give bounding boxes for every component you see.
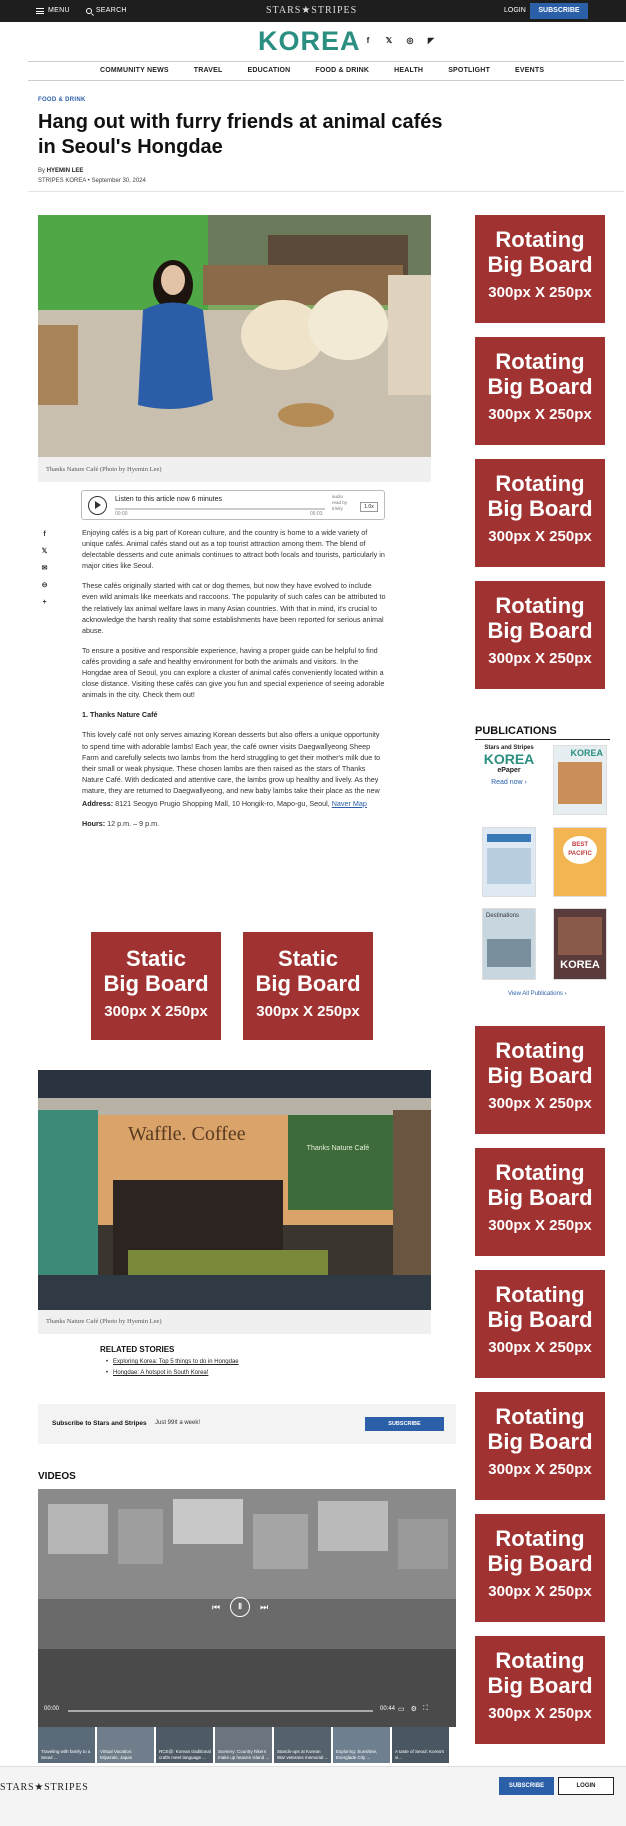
related-title: RELATED STORIES: [100, 1345, 175, 1354]
ad-line: Rotating: [495, 1526, 585, 1551]
ad-size: 300px X 250px: [488, 1095, 592, 1112]
subscribe-label: Subscribe to Stars and Stripes: [52, 1420, 147, 1427]
ad-size: 300px X 250px: [488, 1705, 592, 1722]
ad-line: Rotating: [495, 1038, 585, 1063]
epaper-card[interactable]: [475, 745, 543, 815]
next-icon[interactable]: ⏭: [260, 1601, 269, 1612]
section-heading: 1. Thanks Nature Café: [82, 710, 158, 720]
thumb-title: Stands-ups at Korean War veterans memorial ...: [277, 1749, 329, 1760]
author-name[interactable]: HYEMIN LEE: [46, 168, 84, 174]
ad-line: Big Board: [487, 496, 593, 521]
facebook-icon[interactable]: f: [366, 36, 370, 45]
share-link-icon[interactable]: ⊖: [41, 582, 48, 589]
ad-line: Rotating: [495, 1404, 585, 1429]
nav-education[interactable]: EDUCATION: [247, 67, 291, 74]
epaper-title: KOREA: [483, 751, 535, 767]
related-link[interactable]: • Hongdae: A hotspot in South Korea!: [106, 1370, 239, 1376]
rotating-ad[interactable]: [475, 1514, 605, 1622]
ad-line: Big Board: [487, 1063, 593, 1088]
paragraph: Enjoying cafés is a big part of Korean culture, and the country is home to a wide variety of unique cafés. Animal cafés stand out as a top tourist attraction among them. The blend of delectable desserts and cute animals continues to attract both locals and tourists, particularly in major cities like Seoul.: [82, 528, 385, 571]
ad-size: 300px X 250px: [488, 284, 592, 301]
static-ad-2[interactable]: [243, 932, 373, 1040]
article-headline: Hang out with furry friends at animal cafés in Seoul's Hongdae: [38, 111, 443, 158]
hamburger-icon: [36, 8, 44, 14]
play-icon[interactable]: [88, 496, 107, 515]
cafe-lambs-image: [38, 215, 431, 457]
audio-title: Listen to this article now 6 minutes: [115, 496, 222, 503]
thumb-title: Traveling with family to a Seoul ...: [41, 1749, 91, 1760]
captions-icon[interactable]: ▭: [398, 1706, 405, 1713]
video-time-start: 00:00: [44, 1706, 60, 1712]
static-ad-1[interactable]: [91, 932, 221, 1040]
rotating-ad[interactable]: [475, 1636, 605, 1744]
ad-line: Rotating: [495, 349, 585, 374]
video-controls: [212, 1597, 268, 1617]
ad-size: 300px X 250px: [104, 1003, 208, 1020]
ad-line: Big Board: [487, 252, 593, 277]
hours-label: Hours:: [82, 819, 106, 829]
address-value: 8121 Seogyo Prugio Shopping Mall, 10 Hongik-ro, Mapo-gu, Seoul,: [115, 798, 330, 808]
login-link[interactable]: LOGIN: [504, 7, 526, 14]
share-facebook-icon[interactable]: f: [43, 531, 46, 538]
cover-image: [558, 762, 602, 804]
main-nav: [28, 61, 624, 81]
thumb-title: A taste of Seoul: Korea's vi...: [395, 1749, 445, 1760]
ad-line: Rotating: [495, 227, 585, 252]
footer-login-button[interactable]: LOGIN: [558, 1777, 614, 1795]
nav-events[interactable]: EVENTS: [515, 67, 545, 74]
subscribe-strip: [38, 1404, 456, 1444]
brand-logo[interactable]: STARS★STRIPES: [266, 5, 358, 16]
read-now-link[interactable]: Read now ›: [491, 779, 527, 786]
thumb-title: Scenery: Country hikers make up heaven island ...: [218, 1749, 270, 1760]
nav-community-news[interactable]: COMMUNITY NEWS: [100, 67, 169, 74]
ad-line: Rotating: [495, 1160, 585, 1185]
rotating-ad[interactable]: [475, 1026, 605, 1134]
ad-size: 300px X 250px: [488, 406, 592, 423]
share-x-icon[interactable]: 𝕏: [41, 548, 48, 555]
cafe-storefront-image: [38, 1070, 431, 1310]
ad-line: Big Board: [487, 1307, 593, 1332]
ad-line: Big Board: [487, 1429, 593, 1454]
search-button[interactable]: SEARCH: [86, 7, 127, 14]
publish-date: September 30, 2024: [91, 178, 146, 184]
video-thumb[interactable]: [38, 1727, 95, 1763]
video-thumb[interactable]: [333, 1727, 390, 1763]
audio-time-end: 06:03: [310, 511, 323, 517]
ad-line: Big Board: [487, 374, 593, 399]
publication-cover[interactable]: [553, 908, 607, 980]
previous-icon[interactable]: ⏮: [212, 1601, 221, 1612]
related-list: [106, 1359, 239, 1381]
video-playlist: [38, 1727, 456, 1763]
search-icon: [86, 8, 92, 14]
share-more-icon[interactable]: +: [42, 599, 47, 606]
cover-label: Destinations: [486, 913, 520, 919]
rotating-ad[interactable]: [475, 459, 605, 567]
nav-health[interactable]: HEALTH: [394, 67, 424, 74]
nav-travel[interactable]: TRAVEL: [193, 67, 223, 74]
cover-label: KOREA: [570, 748, 603, 758]
video-progress[interactable]: [68, 1710, 373, 1712]
photo-caption: Thanks Nature Café (Photo by Hyemin Lee): [46, 466, 162, 473]
video-thumb[interactable]: [274, 1727, 331, 1763]
subscribe-button[interactable]: SUBSCRIBE: [530, 3, 588, 19]
address-line: [82, 798, 386, 809]
ad-line: Static: [278, 946, 338, 971]
cover-image: [487, 939, 531, 967]
outlet-name: STRIPES KOREA: [38, 178, 87, 184]
share-email-icon[interactable]: ✉: [41, 565, 48, 572]
share-rail: [40, 530, 49, 607]
ad-size: 300px X 250px: [488, 1583, 592, 1600]
ad-line: Big Board: [103, 971, 209, 996]
epaper-label: Stars and Stripes: [484, 745, 534, 751]
instagram-icon[interactable]: ◎: [406, 36, 414, 45]
nav-spotlight[interactable]: SPOTLIGHT: [448, 67, 491, 74]
ad-size: 300px X 250px: [488, 1339, 592, 1356]
publication-cover[interactable]: [553, 827, 607, 897]
ad-line: Big Board: [487, 1551, 593, 1576]
paragraph: These cafés originally started with cat or dog themes, but now they have evolved to include even wild animals like meerkats and raccoons. The popularity of such cafes can be attributed to the relatively lax animal welfare laws in many Asian countries. With that in mind, it's crucial to acknowledge the harsh reality that some establishments have been reported for serious animal abuse.: [82, 581, 386, 635]
sign-text: Waffle. Coffee: [128, 1123, 246, 1145]
ad-line: Static: [126, 946, 186, 971]
publication-cover[interactable]: [482, 908, 536, 980]
ad-line: Rotating: [495, 471, 585, 496]
ad-line: Big Board: [255, 971, 361, 996]
speed-button[interactable]: 1.0x: [360, 502, 378, 512]
article-photo-cafe[interactable]: [38, 1070, 431, 1310]
x-icon[interactable]: 𝕏: [385, 36, 393, 45]
sign-text: Thanks Nature Café: [306, 1145, 370, 1152]
sticky-footer: [0, 1766, 626, 1826]
ad-size: 300px X 250px: [488, 528, 592, 545]
cover-label: BEST PACIFIC: [563, 836, 597, 864]
hours-value: 12 p.m. – 9 p.m.: [107, 819, 160, 829]
footer-subscribe-button[interactable]: SUBSCRIBE: [499, 1777, 554, 1795]
epaper-subtitle: ePaper: [497, 767, 521, 774]
audio-progress[interactable]: [115, 508, 325, 510]
ad-size: 300px X 250px: [488, 1217, 592, 1234]
photo-caption: Thanks Nature Café (Photo by Hyemin Lee): [46, 1318, 162, 1325]
ad-line: Rotating: [495, 1648, 585, 1673]
video-thumb[interactable]: [156, 1727, 213, 1763]
thumb-title: Virtual Vacation: Miyazaki, Japan: [100, 1749, 133, 1760]
ad-line: Big Board: [487, 1185, 593, 1210]
cover-label: KOREA: [560, 959, 600, 971]
subscribe-offer: Just 99¢ a week!: [155, 1420, 201, 1426]
article-body: [82, 527, 386, 838]
subscribe-strip-button[interactable]: SUBSCRIBE: [365, 1417, 444, 1431]
ad-line: Rotating: [495, 1282, 585, 1307]
naver-map-link[interactable]: Naver Map: [331, 798, 367, 808]
paragraph: This lovely café not only serves amazing Korean desserts but also offers a unique opportunity to spend time with adorable lambs! Each year, the café owner visits Daegwallyeong Sheep Farm and carefully selects two lambs from the herd struggling to get their mother's milk due to their small or weak physique. These chosen lambs are then raised as the stars of Thanks Nature Café. With dedicated and attentive care, the lambs grow up healthy and lively. As they mature, they are returned to Daegwallyeong, and new baby lambs take their place as the new: [82, 730, 381, 795]
video-thumb[interactable]: [215, 1727, 272, 1763]
thumb-title: RCE@: Korean traditional crafts meet language ...: [159, 1749, 211, 1760]
article-photo-lambs[interactable]: [38, 215, 431, 457]
rotating-ad[interactable]: [475, 1392, 605, 1500]
divider: [475, 739, 610, 740]
cover-image: [487, 834, 531, 842]
site-logo[interactable]: KOREA: [258, 26, 361, 56]
paragraph: To ensure a positive and responsible experience, having a proper guide can be helpful to find cafés providing a safe and healthy environment for both the animals and visitors. In the Hongdae area of Seoul, you can explore a cluster of animal cafés conveniently located within a close distance. Visiting these cafés can give you fun and special experience of seeing adorable animals in the city. Check them out!: [82, 645, 385, 700]
ad-line: Big Board: [487, 618, 593, 643]
video-tools: [398, 1705, 428, 1713]
thumb-title: Exploring: Sunshine, Everglade City ...: [336, 1749, 378, 1760]
video-time-end: 00:44: [380, 1706, 396, 1712]
ad-size: 300px X 250px: [488, 650, 592, 667]
ad-size: 300px X 250px: [256, 1003, 360, 1020]
rotating-ad[interactable]: [475, 337, 605, 445]
byline-prefix: By: [38, 168, 46, 174]
social-links: [362, 35, 437, 47]
menu-button[interactable]: MENU: [36, 7, 70, 14]
settings-icon[interactable]: ⚙: [410, 1706, 417, 1713]
video-thumb[interactable]: [392, 1727, 449, 1763]
related-link[interactable]: • Exploring Korea: Top 5 things to do in Hongdae: [106, 1359, 239, 1365]
top-bar: [0, 0, 626, 22]
audio-player: [81, 490, 385, 520]
audio-meta: audio read by trinity: [332, 494, 348, 511]
audio-time-start: 00:00: [115, 511, 128, 517]
rotating-ad[interactable]: [475, 215, 605, 323]
videos-title: VIDEOS: [38, 1471, 76, 1482]
cover-image: [487, 848, 531, 884]
address-label: Address:: [82, 798, 114, 808]
rotating-ad[interactable]: [475, 581, 605, 689]
video-thumb[interactable]: [97, 1727, 154, 1763]
fullscreen-icon[interactable]: ⛶: [422, 1705, 428, 1712]
ad-size: 300px X 250px: [488, 1461, 592, 1478]
divider: [28, 191, 624, 192]
flipboard-icon[interactable]: ◤: [427, 36, 435, 45]
ad-line: Big Board: [487, 1673, 593, 1698]
view-all-publications-link[interactable]: View All Publications ›: [508, 991, 567, 997]
hours-line: [82, 818, 386, 829]
pause-icon[interactable]: Ⅱ: [230, 1597, 250, 1617]
rotating-ad[interactable]: [475, 1270, 605, 1378]
rotating-ad[interactable]: [475, 1148, 605, 1256]
nav-food-drink[interactable]: FOOD & DRINK: [315, 67, 370, 74]
article-category[interactable]: FOOD & DRINK: [38, 97, 86, 103]
publications-title: PUBLICATIONS: [475, 725, 557, 737]
byline: By HYEMIN LEE STRIPES KOREA • September 30, 2024: [38, 168, 146, 184]
cover-image: [558, 917, 602, 955]
publication-cover[interactable]: [553, 745, 607, 815]
footer-brand-logo[interactable]: STARS★STRIPES: [0, 1782, 89, 1793]
publication-cover[interactable]: [482, 827, 536, 897]
ad-line: Rotating: [495, 593, 585, 618]
